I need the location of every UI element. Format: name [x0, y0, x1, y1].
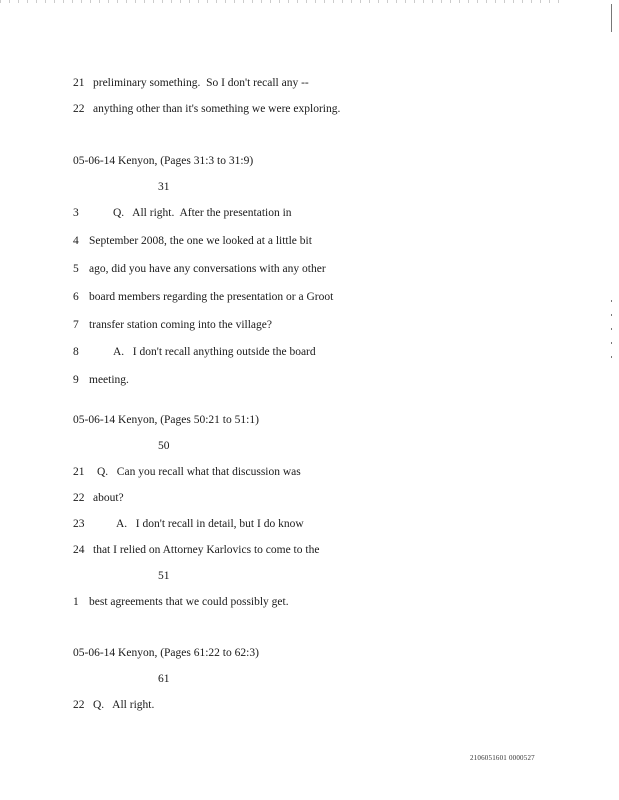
transcript-line: 1 best agreements that we could possibly get. [73, 596, 289, 608]
page-number: 50 [158, 440, 170, 452]
bates-number: 2106051601 0000527 [470, 754, 535, 762]
transcript-line: 21 Q. Can you recall what that discussion was [73, 466, 301, 478]
transcript-line: 23 A. I don't recall in detail, but I do know [73, 518, 304, 530]
transcript-line: 22 about? [73, 492, 124, 504]
scan-margin-mark [611, 300, 612, 370]
transcript-line: 6 board members regarding the presentation or a Groot [73, 291, 334, 303]
page-number: 51 [158, 570, 170, 582]
scan-margin-mark [611, 4, 612, 32]
transcript-line: 22 anything other than it's something we were exploring. [73, 103, 341, 115]
transcript-line: 9 meeting. [73, 374, 129, 386]
transcript-line: 22 Q. All right. [73, 699, 155, 711]
excerpt-header: 05-06-14 Kenyon, (Pages 50:21 to 51:1) [73, 414, 259, 426]
transcript-line: 3 Q. All right. After the presentation in [73, 207, 292, 219]
transcript-line: 5 ago, did you have any conversations with any other [73, 263, 326, 275]
excerpt-header: 05-06-14 Kenyon, (Pages 61:22 to 62:3) [73, 647, 259, 659]
transcript-line: 8 A. I don't recall anything outside the board [73, 346, 316, 358]
transcript-line: 24 that I relied on Attorney Karlovics to come to the [73, 544, 320, 556]
transcript-line: 4 September 2008, the one we looked at a little bit [73, 235, 312, 247]
transcript-line: 21 preliminary something. So I don't recall any -- [73, 77, 309, 89]
scan-top-edge [0, 0, 560, 3]
transcript-line: 7 transfer station coming into the village? [73, 319, 272, 331]
page-number: 61 [158, 673, 170, 685]
excerpt-header: 05-06-14 Kenyon, (Pages 31:3 to 31:9) [73, 155, 254, 167]
page-number: 31 [158, 181, 170, 193]
